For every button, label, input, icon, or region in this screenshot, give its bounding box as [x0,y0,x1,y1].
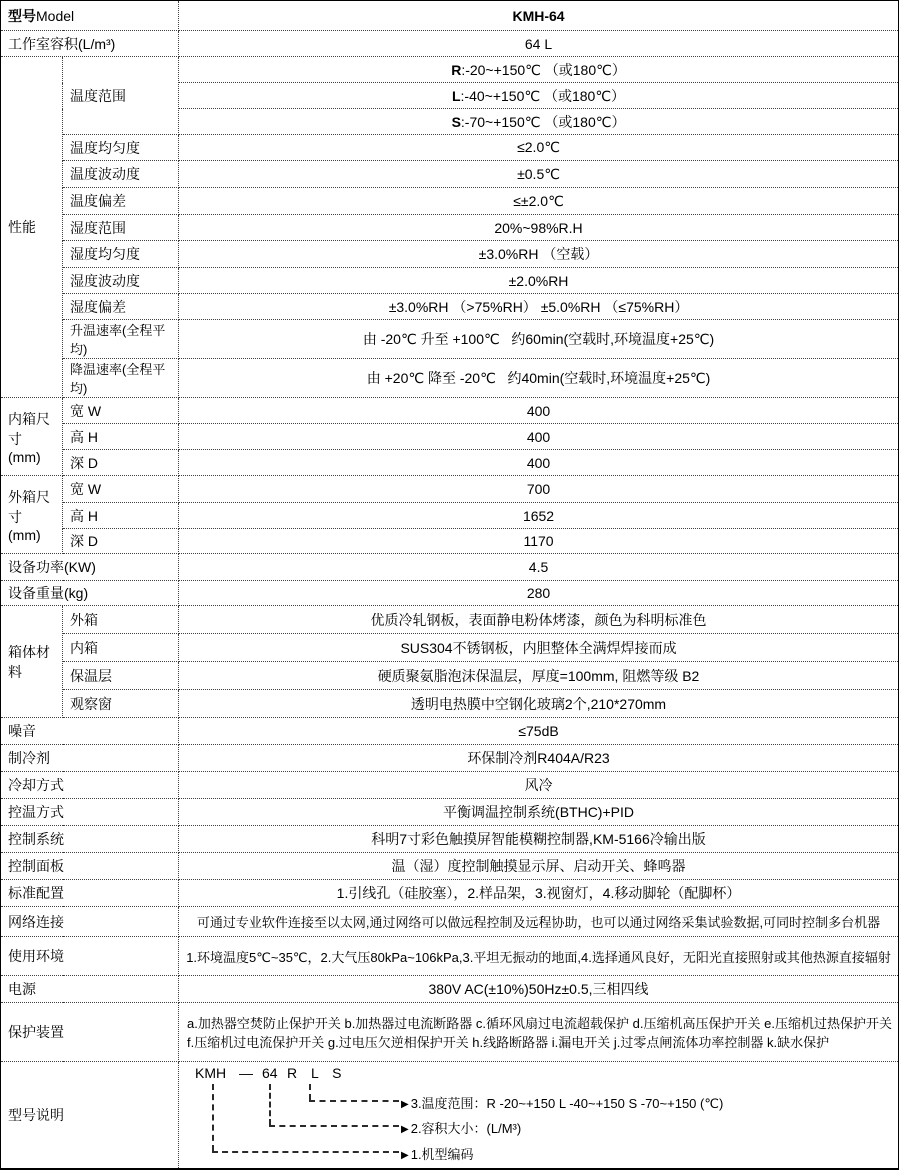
volume-label: 工作室容积(L/m³) [1,31,179,57]
row-temp-range-r [1,57,899,83]
temp-range-s-code: S [451,113,461,130]
row-weight [1,581,899,606]
heatup-rate-label: 升温速率(全程平均) [63,320,179,359]
row-noise [1,718,899,745]
row-model-legend [1,1062,899,1170]
outer-d-value: 1170 [179,529,899,554]
temp-deviation-value: ≤±2.0℃ [179,188,899,215]
humidity-range-value: 20%~98%R.H [179,215,899,241]
inner-d-value: 400 [179,450,899,476]
row-network [1,907,899,937]
outer-h-value: 1652 [179,503,899,529]
cooling-method-value: 风冷 [179,772,899,799]
power-label: 设备功率(KW) [1,554,179,581]
row-material-inner [1,634,899,662]
inner-h-value: 400 [179,424,899,450]
row-material-outer [1,606,899,634]
row-outer-d [1,529,899,554]
legend-diagram [179,1062,899,1170]
power-supply-value: 380V AC(±10%)50Hz±0.5,三相四线 [179,976,899,1003]
network-label: 网络连接 [1,907,179,937]
temp-range-l [179,83,899,109]
row-inner-h [1,424,899,450]
outer-size-group [1,476,63,554]
material-outer-label: 外箱 [63,606,179,634]
row-outer-h [1,503,899,529]
outer-w-label: 宽 W [63,476,179,503]
protection-label: 保护装置 [1,1003,179,1062]
environment-label: 使用环境 [1,937,179,976]
temp-control-value: 平衡调温控制系统(BTHC)+PID [179,799,899,826]
outer-d-label: 深 D [63,529,179,554]
outer-w-value: 700 [179,476,899,503]
legend-line-vertical-2 [269,1084,271,1125]
row-humidity-deviation [1,294,899,320]
legend-line-vertical-1 [212,1084,214,1151]
temp-range-r-text: :-20~+150℃ （或180℃） [461,61,626,78]
row-model [1,1,899,31]
inner-h-label: 高 H [63,424,179,450]
row-control-system [1,826,899,853]
row-power-supply [1,976,899,1003]
humidity-fluctuation-label: 湿度波动度 [63,268,179,294]
refrigerant-label: 制冷剂 [1,745,179,772]
material-inner-label: 内箱 [63,634,179,662]
protection-line2: f.压缩机过电流保护开关 g.过电压欠逆相保护开关 h.线路断路器 i.漏电开关 j.过零点闸流体功率控制器 k.缺水保护 [187,1035,830,1050]
materials-group: 箱体材料 [1,606,63,718]
material-insulation-value: 硬质聚氨脂泡沫保温层，厚度=100mm, 阻燃等级 B2 [179,662,899,690]
power-supply-label: 电源 [1,976,179,1003]
row-control-panel [1,853,899,880]
temp-range-label: 温度范围 [63,57,179,135]
row-humidity-uniformity [1,241,899,268]
legend-item-1-text: 1.机型编码 [410,1147,474,1162]
noise-value: ≤75dB [179,718,899,745]
row-material-insulation [1,662,899,690]
row-refrigerant [1,745,899,772]
row-inner-w [1,398,899,424]
humidity-deviation-label: 湿度偏差 [63,294,179,320]
cooldown-rate-value: 由 +20℃ 降至 -20℃ 约40min(空载时,环境温度+25℃) [179,359,899,398]
heatup-rate-value: 由 -20℃ 升至 +100℃ 约60min(空载时,环境温度+25℃) [179,320,899,359]
row-humidity-range [1,215,899,241]
outer-h-label: 高 H [63,503,179,529]
row-outer-w [1,476,899,503]
inner-size-group [1,398,63,476]
control-panel-label: 控制面板 [1,853,179,880]
humidity-uniformity-label: 湿度均匀度 [63,241,179,268]
model-label-en: Model [36,7,75,24]
standard-config-label: 标准配置 [1,880,179,907]
row-temp-control [1,799,899,826]
humidity-uniformity-value: ±3.0%RH （空载） [179,241,899,268]
environment-value: 1.环境温度5℃~35℃，2.大气压80kPa~106kPa,3.平坦无振动的地面,4.选择通风良好，无阳光直接照射或其他热源直接辐射 [179,937,899,976]
control-panel-value: 温（湿）度控制触摸显示屏、启动开关、蜂鸣器 [179,853,899,880]
row-material-window [1,690,899,718]
control-system-label: 控制系统 [1,826,179,853]
temp-range-s [179,109,899,135]
legend-code-kmh: KMH [195,1065,227,1081]
row-environment [1,937,899,976]
protection-line1: a.加热器空焚防止保护开关 b.加热器过电流断路器 c.循环风扇过电流超载保护 d.压缩机高压保护开关 e.压缩机过热保护开关 [187,1016,892,1031]
weight-value: 280 [179,581,899,606]
arrow-right-icon: ▶ [401,1124,409,1135]
temp-range-r-code: R [451,61,462,78]
row-temp-deviation [1,188,899,215]
protection-value [179,1003,899,1062]
legend-item-3 [401,1093,723,1112]
legend-label: 型号说明 [1,1062,179,1170]
legend-code-dash: — [239,1065,254,1081]
row-cooldown-rate [1,359,899,398]
row-temp-uniformity [1,135,899,161]
model-label-cn: 型号 [8,7,36,24]
legend-line-horizontal-2 [269,1125,399,1127]
volume-value: 64 L [179,31,899,57]
outer-size-name: 外箱尺寸 [8,488,50,525]
cooldown-rate-label: 降温速率(全程平均) [63,359,179,398]
inner-d-label: 深 D [63,450,179,476]
temp-uniformity-label: 温度均匀度 [63,135,179,161]
legend-code-rls: R L S [287,1065,347,1081]
legend-item-3-text: 3.温度范围：R -20~+150 L -40~+150 S -70~+150 (℃) [410,1096,724,1111]
row-heatup-rate [1,320,899,359]
row-inner-d [1,450,899,476]
humidity-fluctuation-value: ±2.0%RH [179,268,899,294]
temp-control-label: 控温方式 [1,799,179,826]
model-value: KMH-64 [179,1,899,31]
legend-line-vertical-3 [309,1084,311,1100]
material-outer-value: 优质冷轧钢板，表面静电粉体烤漆，颜色为科明标准色 [179,606,899,634]
cooling-method-label: 冷却方式 [1,772,179,799]
weight-label: 设备重量(kg) [1,581,179,606]
legend-line-horizontal-3 [309,1100,399,1102]
humidity-range-label: 湿度范围 [63,215,179,241]
row-humidity-fluctuation [1,268,899,294]
inner-size-unit: (mm) [8,448,41,465]
arrow-right-icon: ▶ [401,1099,409,1110]
temp-range-l-code: L [451,87,461,104]
arrow-right-icon: ▶ [401,1150,409,1161]
legend-item-1 [401,1144,474,1163]
power-value: 4.5 [179,554,899,581]
control-system-value: 科明7寸彩色触摸屏智能模糊控制器,KM-5166冷输出版 [179,826,899,853]
temp-range-r [179,57,899,83]
row-protection [1,1003,899,1062]
material-insulation-label: 保温层 [63,662,179,690]
model-label [1,1,179,31]
outer-size-unit: (mm) [8,526,41,543]
material-window-label: 观察窗 [63,690,179,718]
temp-range-s-text: :-70~+150℃ （或180℃） [460,113,626,130]
row-volume [1,31,899,57]
temp-deviation-label: 温度偏差 [63,188,179,215]
row-cooling-method [1,772,899,799]
inner-w-label: 宽 W [63,398,179,424]
legend-item-2 [401,1118,521,1137]
temp-uniformity-value: ≤2.0℃ [179,135,899,161]
material-window-value: 透明电热膜中空钢化玻璃2个,210*270mm [179,690,899,718]
row-power [1,554,899,581]
material-inner-value: SUS304不锈钢板，内胆整体全满焊焊接而成 [179,634,899,662]
legend-item-2-text: 2.容积大小：(L/M³) [410,1121,522,1136]
temp-fluctuation-value: ±0.5℃ [179,161,899,188]
refrigerant-value: 环保制冷剂R404A/R23 [179,745,899,772]
row-temp-fluctuation [1,161,899,188]
humidity-deviation-value: ±3.0%RH （>75%RH） ±5.0%RH （≤75%RH） [179,294,899,320]
row-standard-config [1,880,899,907]
legend-line-horizontal-1 [212,1151,399,1153]
network-value: 可通过专业软件连接至以太网,通过网络可以做远程控制及远程协助，也可以通过网络采集试验数据,可同时控制多台机器 [179,907,899,937]
inner-size-name: 内箱尺寸 [8,410,50,447]
temp-fluctuation-label: 温度波动度 [63,161,179,188]
temp-range-l-text: :-40~+150℃ （或180℃） [460,87,626,104]
perf-group-label: 性能 [1,57,63,398]
legend-code-volume: 64 [262,1065,278,1081]
standard-config-value: 1.引线孔（硅胶塞），2.样品架，3.视窗灯，4.移动脚轮（配脚杯） [179,880,899,907]
inner-w-value: 400 [179,398,899,424]
noise-label: 噪音 [1,718,179,745]
